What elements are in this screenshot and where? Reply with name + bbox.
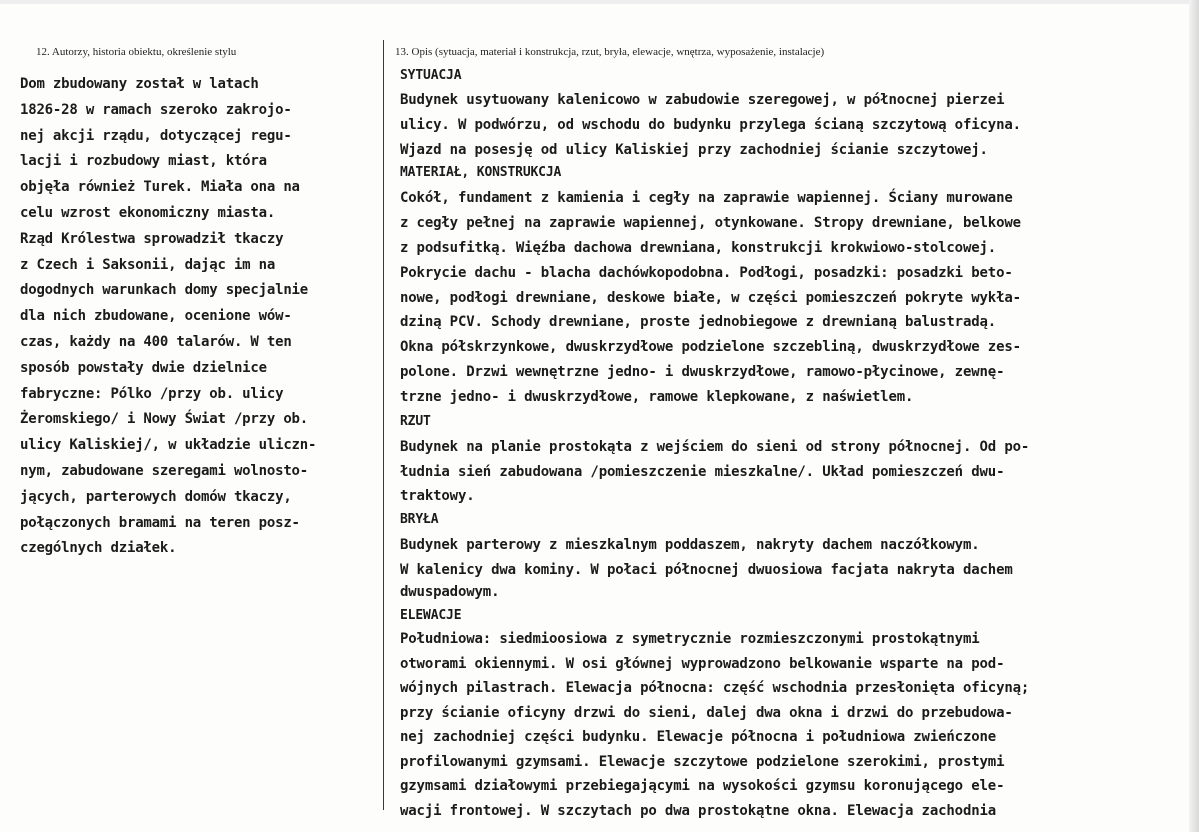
section-heading: MATERIAŁ, KONSTRUKCJA — [400, 165, 562, 180]
description-line: polone. Drzwi wewnętrzne jedno- i dwuskrzydłowe, ramowo-płycinowe, zewnę- — [400, 364, 1005, 380]
page-right-edge — [1189, 0, 1199, 832]
description-line: W kalenicy dwa kominy. W połaci północnej dwuosiowa facjata nakryta dachem — [400, 562, 1013, 578]
description-line: nowe, podłogi drewniane, deskowe białe, w części pomieszczeń pokryte wykła- — [400, 290, 1021, 306]
history-line: 1826-28 w ramach szeroko zakrojo- — [20, 101, 292, 118]
description-line: profilowanymi gzymsami. Elewacje szczytowe podzielone szerokimi, prostymi — [400, 754, 1005, 770]
description-line: Budynek na planie prostokąta z wejściem do sieni od strony północnej. Od po- — [400, 439, 1030, 455]
history-line: lacji i rozbudowy miast, która — [20, 153, 267, 170]
history-line: sposób powstały dwie dzielnice — [20, 359, 267, 376]
section-heading: BRYŁA — [400, 512, 439, 527]
description-line: ulicy. W podwórzu, od wschodu do budynku przylega ścianą szczytową oficyna. — [400, 117, 1021, 133]
history-line: Żeromskiego/ i Nowy Świat /przy ob. — [20, 411, 309, 428]
left-column-heading: 12. Autorzy, historia obiektu, określenie stylu — [36, 46, 237, 58]
description-line: wójnych pilastrach. Elewacja północna: część wschodnia przesłonięta oficyną; — [400, 680, 1030, 696]
description-line: Budynek usytuowany kalenicowo w zabudowie szeregowej, w północnej pierzei — [400, 92, 1005, 108]
description-line: Pokrycie dachu - blacha dachówkopodobna. Podłogi, posadzki: posadzki beto- — [400, 265, 1013, 281]
history-line: nej akcji rządu, dotyczącej regu- — [20, 127, 292, 144]
history-line: z Czech i Saksonii, dając im na — [20, 256, 276, 273]
history-text — [20, 72, 380, 562]
description-line: Cokół, fundament z kamienia i cegły na zaprawie wapiennej. Ściany murowane — [400, 190, 1013, 206]
history-line: czas, każdy na 400 talarów. W ten — [20, 333, 292, 350]
history-line: Dom zbudowany został w latach — [20, 76, 259, 92]
history-line: czególnych działek. — [20, 540, 177, 557]
description-line: dwuspadowym. — [400, 584, 500, 600]
description-line: Wjazd na posesję od ulicy Kaliskiej przy zachodniej ścianie szczytowej. — [400, 142, 988, 158]
description-line: łudnia sień zabudowana /pomieszczenie mieszkalne/. Układ pomieszczeń dwu- — [400, 464, 1005, 480]
section-heading: RZUT — [400, 414, 431, 429]
description-line: Okna półskrzynkowe, dwuskrzydłowe podzielone szczebliną, dwuskrzydłowe zes- — [400, 339, 1021, 355]
history-line: dla nich zbudowane, ocenione wów- — [20, 308, 292, 325]
history-line: jących, parterowych domów tkaczy, — [20, 488, 292, 505]
description-line: Budynek parterowy z mieszkalnym poddaszem, nakryty dachem naczółkowym. — [400, 537, 980, 553]
history-line: objęła również Turek. Miała ona na — [20, 179, 300, 196]
right-column-heading: 13. Opis (sytuacja, materiał i konstrukcja, rzut, bryła, elewacje, wnętrza, wyposażenie, instalacje) — [395, 46, 825, 58]
history-line: połączonych bramami na teren posz- — [20, 514, 300, 531]
history-line: Rząd Królestwa sprowadził tkaczy — [20, 230, 284, 247]
description-line: otworami okiennymi. W osi głównej wyprowadzono belkowanie wsparte na pod- — [400, 656, 1005, 672]
section-heading: SYTUACJA — [400, 68, 462, 83]
page-top-edge — [0, 0, 1199, 4]
description-line: z podsufitką. Więźba dachowa drewniana, konstrukcji krokwiowo-stolcowej. — [400, 240, 997, 256]
description-line: z cegły pełnej na zaprawie wapiennej, otynkowane. Stropy drewniane, belkowe — [400, 215, 1021, 231]
description-line: trzne jedno- i dwuskrzydłowe, ramowe klepkowane, z naświetlem. — [400, 389, 914, 405]
description-line: dziną PCV. Schody drewniane, proste jednobiegowe z drewnianą balustradą. — [400, 314, 997, 330]
description-line: gzymsami działowymi przebiegającymi na wysokości gzymsu koronującego ele- — [400, 778, 1005, 794]
history-line: celu wzrost ekonomiczny miasta. — [20, 204, 276, 221]
description-line: przy ścianie oficyny drzwi do sieni, dalej dwa okna i drzwi do przebudowa- — [400, 705, 1013, 721]
column-divider — [383, 40, 384, 810]
description-line: traktowy. — [400, 488, 475, 504]
description-line: Południowa: siedmioosiowa z symetrycznie rozmieszczonymi prostokątnymi — [400, 631, 980, 647]
history-line: dogodnych warunkach domy specjalnie — [20, 282, 309, 299]
history-line: nym, zabudowane szeregami wolnosto- — [20, 462, 309, 479]
history-line: ulicy Kaliskiej/, w układzie uliczn- — [20, 437, 317, 454]
description-line: nej zachodniej części budynku. Elewacje północna i południowa zwieńczone — [400, 729, 997, 745]
section-heading: ELEWACJE — [400, 608, 462, 623]
history-line: fabryczne: Pólko /przy ob. ulicy — [20, 385, 284, 402]
description-line: wacji frontowej. W szczytach po dwa prostokątne okna. Elewacja zachodnia — [400, 803, 997, 819]
